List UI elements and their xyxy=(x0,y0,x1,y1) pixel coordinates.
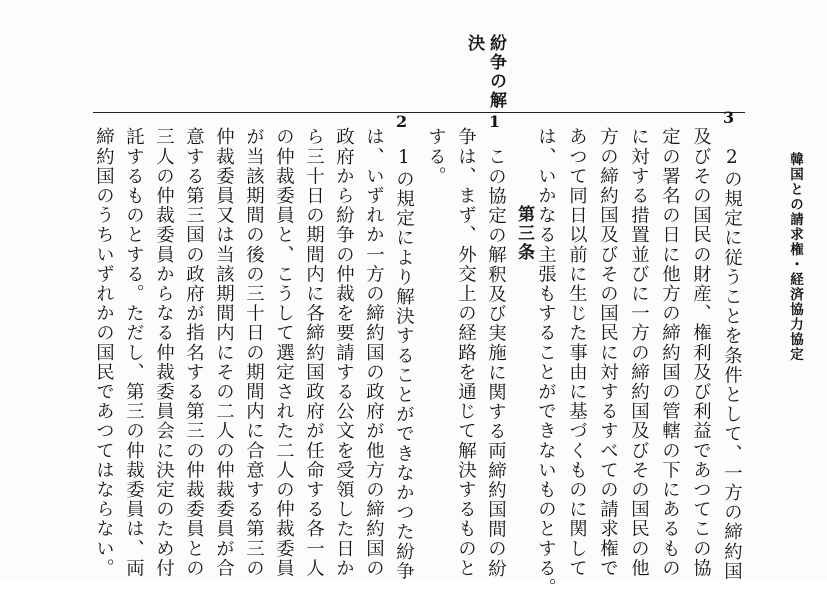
paragraph-line: 方の締約国及びその国民に対するすべての請求権で xyxy=(597,127,619,578)
paragraph-line: 三人の仲裁委員からなる仲裁委員会に決定のため付 xyxy=(153,127,175,578)
paragraph-line: 締約国のうちいずれかの国民であつてはならない。 xyxy=(93,127,115,578)
paragraph-line: が当該期間の後の三十日の期間内に合意する第三の xyxy=(243,127,265,578)
paragraph-line: 意する第三国の政府が指名する第三の仲裁委員との xyxy=(183,127,205,578)
paragraph-line: は、いずれか一方の締約国の政府が他方の締約国の xyxy=(363,127,385,578)
paragraph-line: は、いかなる主張もすることができないものとする。 xyxy=(535,127,557,597)
paragraph-line: ら三十日の期間内に各締約国政府が任命する各一人 xyxy=(303,127,325,578)
paragraph-number: 3 xyxy=(723,108,735,127)
running-head: 韓国との請求権・経済協力協定 xyxy=(787,152,803,362)
paragraph-number: 1 xyxy=(489,112,501,131)
paragraph-line: 政府から紛争の仲裁を要請する公文を受領した日か xyxy=(333,127,355,578)
section-heading-line2: 決 xyxy=(464,34,484,53)
paragraph-line: 定の署名の日に他方の締約国の管轄の下にあるもの xyxy=(659,127,681,578)
article-heading: 第三条 xyxy=(514,205,534,262)
section-heading-line1: 紛争の解 xyxy=(486,34,506,110)
paragraph-line: 1の規定により解決することができなかつた紛争 xyxy=(393,147,415,581)
paragraph-line: 2の規定に従うことを条件として、一方の締約国 xyxy=(721,147,743,581)
paragraph-line: の仲裁委員と、こうして選定された二人の仲裁委員 xyxy=(273,127,295,578)
paragraph-number: 2 xyxy=(396,112,408,131)
paragraph-line: に対する措置並びに一方の締約国及びその国民の他 xyxy=(628,127,650,578)
paragraph-line: この協定の解釈及び実施に関する両締約国間の紛 xyxy=(485,147,507,579)
paragraph-line: 託するものとする。ただし、第三の仲裁委員は、両 xyxy=(123,127,145,578)
paragraph-line: 仲裁委員又は当該期間内にその二人の仲裁委員が合 xyxy=(213,127,235,578)
header-rule xyxy=(93,112,745,113)
paragraph-line: あつて同日以前に生じた事由に基づくものに関して xyxy=(566,127,588,578)
paragraph-line: する。 xyxy=(425,127,447,186)
paragraph-line: 争は、まず、外交上の経路を通じて解決するものと xyxy=(455,127,477,578)
paragraph-line: 及びその国民の財産、権利及び利益であつてこの協 xyxy=(690,127,712,578)
